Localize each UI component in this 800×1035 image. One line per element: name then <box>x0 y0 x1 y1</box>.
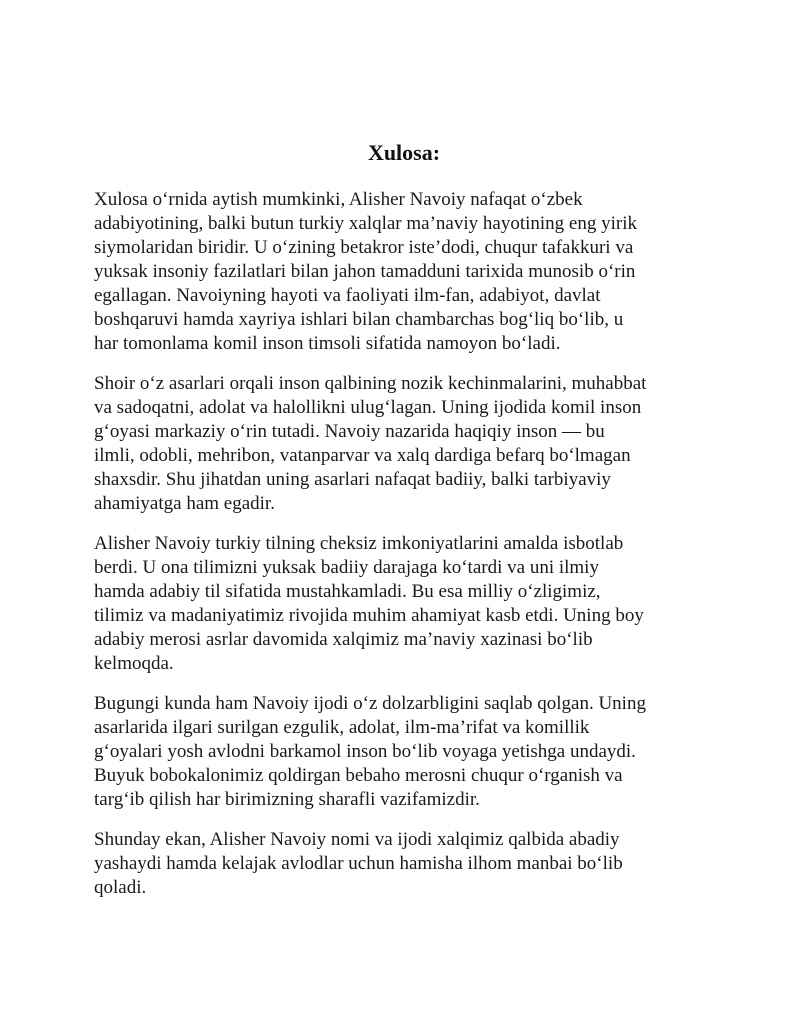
text-line: siymolaridan biridir. U o‘zining betakror iste’dodi, chuqur tafakkuri va <box>94 237 634 258</box>
text-line: g‘oyalari yosh avlodni barkamol inson bo‘lib voyaga yetishga undaydi. <box>94 741 636 762</box>
text-line: tilimiz va madaniyatimiz rivojida muhim ahamiyat kasb etdi. Uning boy <box>94 605 644 626</box>
paragraph-4 <box>94 692 714 812</box>
text-line: boshqaruvi hamda xayriya ishlari bilan chambarchas bog‘liq bo‘lib, u <box>94 309 624 330</box>
text-line: adabiy merosi asrlar davomida xalqimiz ma’naviy xazinasi bo‘lib <box>94 629 593 650</box>
text-line: Xulosa o‘rnida aytish mumkinki, Alisher Navoiy nafaqat o‘zbek <box>94 189 583 210</box>
text-line: shaxsdir. Shu jihatdan uning asarlari nafaqat badiiy, balki tarbiyaviy <box>94 469 611 490</box>
text-line: Alisher Navoiy turkiy tilning cheksiz imkoniyatlarini amalda isbotlab <box>94 533 624 554</box>
text-line: adabiyotining, balki butun turkiy xalqlar ma’naviy hayotining eng yirik <box>94 213 637 234</box>
text-line: yashaydi hamda kelajak avlodlar uchun hamisha ilhom manbai bo‘lib <box>94 853 623 874</box>
text-line: targ‘ib qilish har birimizning sharafli vazifamizdir. <box>94 789 480 810</box>
text-line: qoladi. <box>94 877 147 898</box>
text-line: Buyuk bobokalonimiz qoldirgan bebaho merosni chuqur o‘rganish va <box>94 765 623 786</box>
text-line: egallagan. Navoiyning hayoti va faoliyati ilm-fan, adabiyot, davlat <box>94 285 601 306</box>
text-line: yuksak insoniy fazilatlari bilan jahon tamadduni tarixida munosib o‘rin <box>94 261 636 282</box>
text-line: Shoir o‘z asarlari orqali inson qalbining nozik kechinmalarini, muhabbat <box>94 373 647 394</box>
text-line: asarlarida ilgari surilgan ezgulik, adolat, ilm-ma’rifat va komillik <box>94 717 590 738</box>
text-line: hamda adabiy til sifatida mustahkamladi. Bu esa milliy o‘zligimiz, <box>94 581 601 602</box>
paragraph-1 <box>94 188 714 356</box>
text-line: ilmli, odobli, mehribon, vatanparvar va xalq dardiga befarq bo‘lmagan <box>94 445 631 466</box>
paragraph-2 <box>94 372 714 516</box>
text-line: g‘oyasi markaziy o‘rin tutadi. Navoiy nazarida haqiqiy inson — bu <box>94 421 605 442</box>
text-line: va sadoqatni, adolat va halollikni ulug‘lagan. Uning ijodida komil inson <box>94 397 642 418</box>
text-line: ahamiyatga ham egadir. <box>94 493 275 514</box>
text-line: har tomonlama komil inson timsoli sifatida namoyon bo‘ladi. <box>94 333 561 354</box>
document-title: Xulosa: <box>367 140 441 165</box>
text-line: kelmoqda. <box>94 653 174 674</box>
text-line: Shunday ekan, Alisher Navoiy nomi va ijodi xalqimiz qalbida abadiy <box>94 829 620 850</box>
document-page <box>94 138 714 916</box>
paragraph-5 <box>94 828 714 900</box>
text-line: berdi. U ona tilimizni yuksak badiiy darajaga ko‘tardi va uni ilmiy <box>94 557 599 578</box>
paragraph-3 <box>94 532 714 676</box>
text-line: Bugungi kunda ham Navoiy ijodi o‘z dolzarbligini saqlab qolgan. Uning <box>94 693 646 714</box>
